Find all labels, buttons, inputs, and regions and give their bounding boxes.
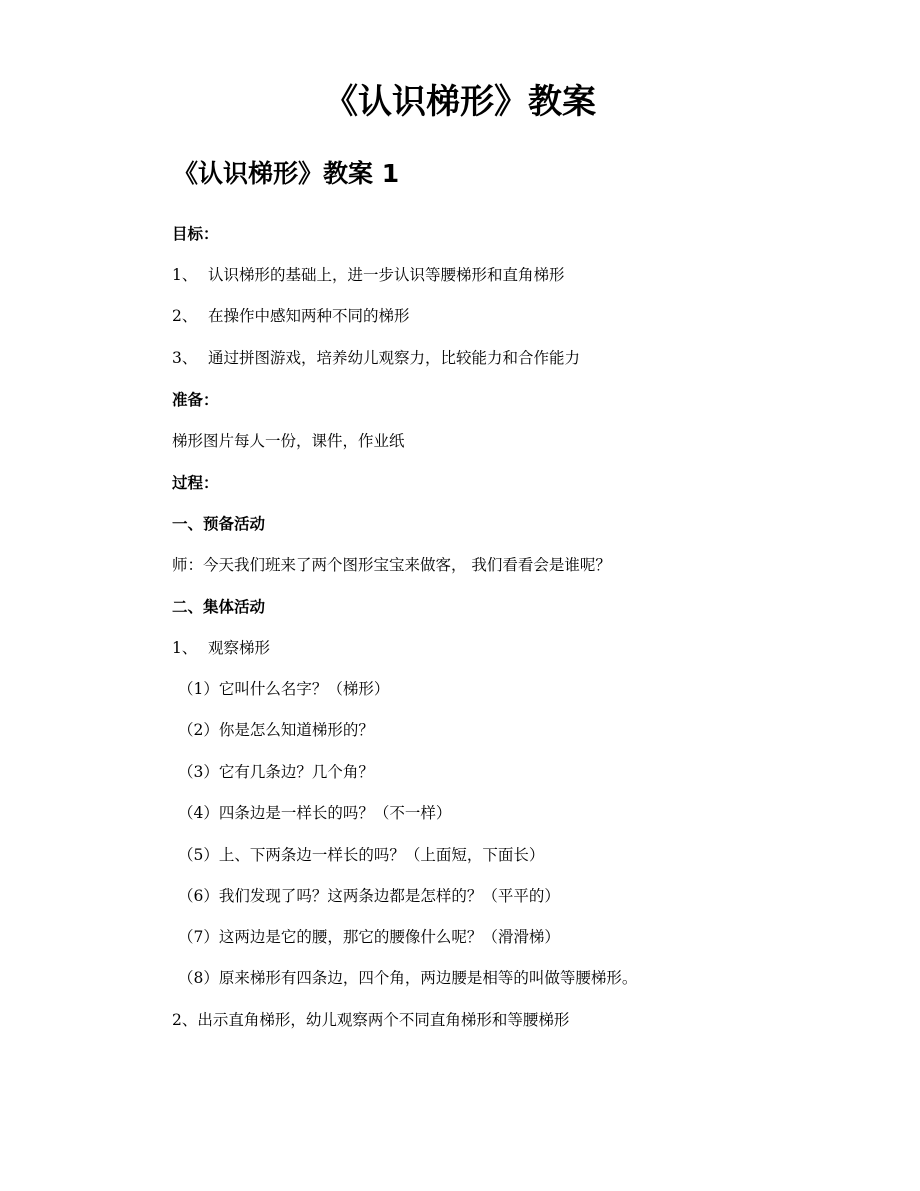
goal-item-text: 认识梯形的基础上，进一步认识等腰梯形和直角梯形 [208,266,565,284]
section2-heading: 二、集体活动 [172,598,266,616]
step-2: 2、出示直角梯形，幼儿观察两个不同直角梯形和等腰梯形 [172,1011,570,1029]
goal-item-1 [172,263,565,287]
section1-heading: 一、预备活动 [172,515,266,533]
question-6: （6）我们发现了吗？这两条边都是怎样的？（平平的） [178,887,560,905]
section-title: 《认识梯形》教案 1 [173,159,400,188]
goal-item-number: 2、 [172,307,198,325]
step-text: 观察梯形 [208,639,271,657]
prep-heading: 准备： [172,391,219,409]
question-5: （5）上、下两条边一样长的吗？（上面短，下面长） [178,846,545,864]
process-heading: 过程： [172,474,219,492]
goal-item-2 [172,304,410,328]
question-2: （2）你是怎么知道梯形的？ [178,721,374,739]
question-1: （1）它叫什么名字？（梯形） [178,680,390,698]
question-8: （8）原来梯形有四条边，四个角，两边腰是相等的叫做等腰梯形。 [178,969,638,987]
goal-item-3 [172,346,580,370]
question-4: （4）四条边是一样长的吗？（不一样） [178,804,452,822]
prep-text: 梯形图片每人一份，课件，作业纸 [172,432,405,450]
goal-heading: 目标： [172,225,219,243]
step-number: 1、 [172,639,198,657]
goal-item-text: 在操作中感知两种不同的梯形 [208,307,410,325]
document-title: 《认识梯形》教案 [324,82,596,122]
step-1 [172,636,270,660]
goal-item-text: 通过拼图游戏，培养幼儿观察力，比较能力和合作能力 [208,349,581,367]
goal-item-number: 3、 [172,349,198,367]
section1-text: 师：今天我们班来了两个图形宝宝来做客， 我们看看会是谁呢？ [172,556,611,574]
question-7: （7）这两边是它的腰，那它的腰像什么呢？（滑滑梯） [178,928,560,946]
question-3: （3）它有几条边？几个角？ [178,763,374,781]
goal-item-number: 1、 [172,266,198,284]
